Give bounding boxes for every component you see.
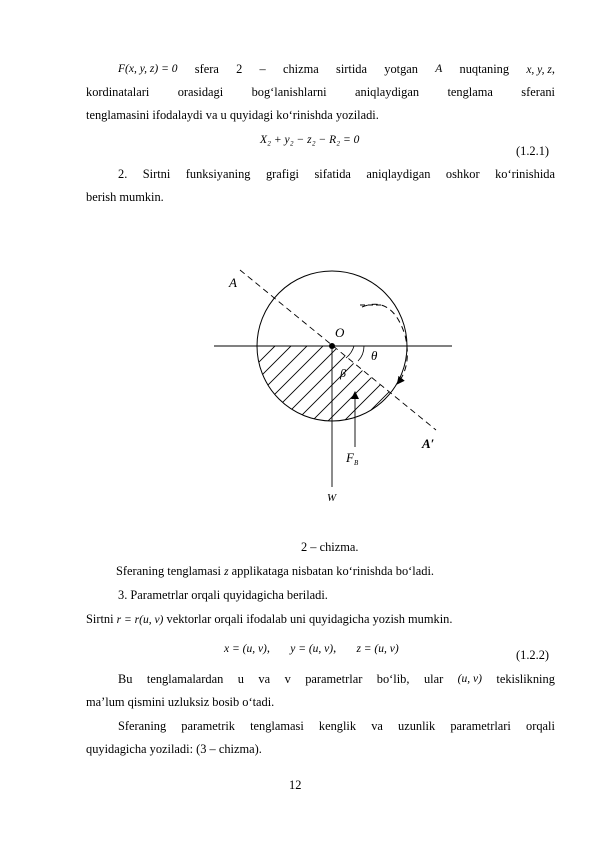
word: sirtida: [336, 62, 367, 76]
paragraph-2-line-2: berish mumkin.: [86, 190, 164, 204]
equation-y: y = (u, v): [290, 643, 334, 655]
word: oshkor: [445, 167, 480, 181]
word: sferani: [521, 85, 555, 99]
word: kordinatalari: [86, 85, 150, 99]
figure-caption: 2 – chizma.: [301, 540, 359, 554]
theta-arc: [358, 346, 364, 361]
word: tenglamalardan: [146, 672, 224, 686]
paragraph-1-line-1: [118, 62, 555, 78]
angle-arc: [346, 346, 354, 358]
word: funksiyaning: [185, 167, 251, 181]
paragraph-1-line-3: tenglamasini ifodalaydi va u quyidagi ko‘rinishda yoziladi.: [86, 108, 379, 122]
word: Sirtni: [142, 167, 171, 181]
separator: ,: [333, 641, 337, 655]
parametric-intro-line: 3. Parametrlar orqali quyidagicha beriladi.: [118, 588, 328, 602]
formula-r: r = r(u, v): [116, 614, 164, 626]
text: vektorlar orqali ifodalab uni quyidagicha yozish mumkin.: [166, 612, 453, 626]
word: 2: [236, 62, 243, 76]
word: kenglik: [318, 719, 357, 733]
point-A: A: [435, 63, 443, 75]
word: parametrlari: [450, 719, 511, 733]
formula-F: F(x, y, z) = 0: [118, 63, 178, 75]
word: ular: [423, 672, 444, 686]
word: sifatida: [314, 167, 351, 181]
equation-number-1-2-2: (1.2.2): [516, 648, 550, 662]
paragraph-1-line-2: [86, 85, 555, 100]
word: bog‘lanishlarni: [251, 85, 327, 99]
uv-pair: (u, v): [457, 673, 482, 685]
label-A-prime: A′: [422, 436, 435, 451]
equation-1-2-2: [224, 641, 399, 657]
word: ko‘rinishida: [495, 167, 555, 181]
word: sfera: [194, 62, 219, 76]
word: aniqlaydigan: [355, 85, 420, 99]
label-A: A: [229, 275, 237, 290]
word: grafigi: [265, 167, 299, 181]
word: v: [284, 672, 291, 686]
word: parametrlar: [305, 672, 363, 686]
text: applikataga nisbatan ko‘rinishda bo‘ladi.: [231, 564, 434, 578]
sphere-diagram: [0, 225, 595, 515]
label-O: O: [335, 325, 345, 340]
word: orasidagi: [177, 85, 224, 99]
word: –: [259, 62, 266, 76]
word: u: [237, 672, 244, 686]
paragraph-4-line-1: [118, 719, 555, 734]
label-F: $F_B$: [346, 450, 359, 467]
word: Sferaning: [118, 719, 167, 733]
word: aniqlaydigan: [366, 167, 431, 181]
word: va: [258, 672, 271, 686]
label-angle: β: [340, 366, 346, 380]
separator: ,: [266, 641, 270, 655]
word: tekislikning: [496, 672, 555, 686]
paragraph-2-line-1: [118, 167, 555, 182]
equation-x: x = (u, v): [224, 643, 267, 655]
equation-z: z = (u, v): [356, 643, 399, 655]
word: uzunlik: [398, 719, 436, 733]
equation-1-2-1: X₂ + y₂ − z₂ − R₂ = 0: [260, 134, 360, 146]
sfera-equation-line: [116, 564, 434, 580]
sirtni-line: [86, 612, 452, 628]
text: Sferaning tenglamasi: [116, 564, 221, 578]
word: nuqtaning: [459, 62, 510, 76]
word: tenglama: [447, 85, 493, 99]
equation-number-1-2-1: (1.2.1): [516, 144, 550, 158]
variable-z: z: [224, 566, 229, 578]
word: chizma: [282, 62, 319, 76]
word: bo‘lib,: [376, 672, 410, 686]
label-W: W: [327, 492, 337, 504]
word: Bu: [118, 672, 133, 686]
word: yotgan: [384, 62, 418, 76]
word: va: [371, 719, 383, 733]
center-point: [329, 343, 335, 349]
word: tenglamasi: [250, 719, 304, 733]
comma: ,: [551, 62, 555, 76]
paragraph-3-line-2: ma’lum qismini uzluksiz bosib o‘tadi.: [86, 695, 275, 709]
paragraph-4-line-2: quyidagicha yoziladi: (3 – chizma).: [86, 742, 262, 756]
label-theta: θ: [371, 348, 378, 363]
coords-xyz: x, y, z: [526, 64, 552, 76]
page-number: 12: [289, 778, 302, 792]
word: orqali: [526, 719, 555, 733]
paragraph-3-line-1: [118, 672, 555, 687]
text: Sirtni: [86, 612, 114, 626]
word: 2.: [118, 167, 128, 181]
word: parametrik: [181, 719, 235, 733]
